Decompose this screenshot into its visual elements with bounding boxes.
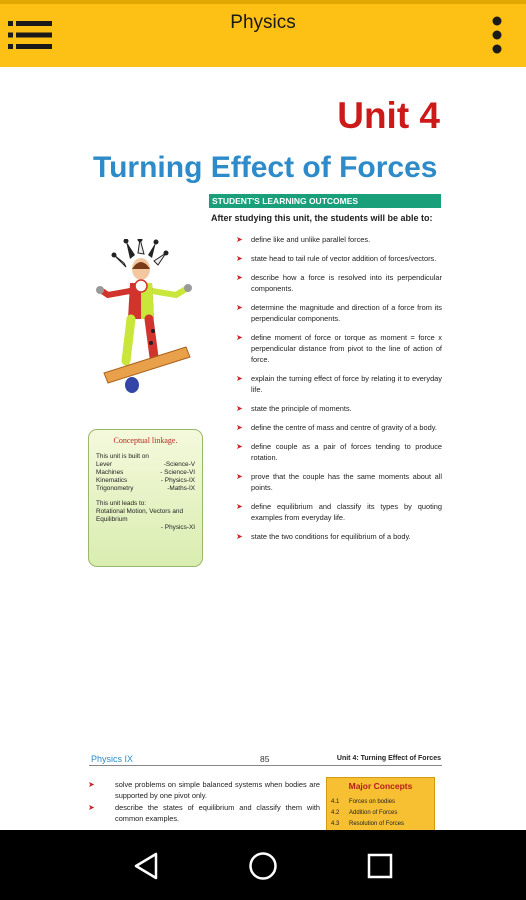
arrow-bullet-icon: ➤ [236, 374, 243, 383]
outcome-item: ➤ define moment of force or torque as moment = force x perpendicular distance from pivot to the line of action of force. [236, 333, 442, 364]
arrow-bullet-icon: ➤ [236, 303, 243, 312]
built-on-item: Machines - Science-VI [96, 469, 195, 476]
more-options-button[interactable] [484, 14, 510, 56]
unit-title: Unit 4 [337, 95, 440, 136]
footer-divider [89, 765, 442, 766]
learning-outcomes-list [236, 234, 442, 550]
outcome-item: ➤ determine the magnitude and direction of a force from its perpendicular components. [236, 303, 442, 323]
home-button[interactable] [243, 846, 283, 886]
footer-unit: Unit 4: Turning Effect of Forces [336, 755, 441, 762]
built-on-item: Trigonometry -Maths-IX [96, 485, 195, 492]
leads-to-text: Rotational Motion, Vectors and Equilibrium [96, 508, 184, 523]
major-concepts-title: Major Concepts [348, 781, 413, 791]
arrow-bullet-icon: ➤ [236, 423, 243, 432]
outcome-item: ➤ describe how a force is resolved into its perpendicular components. [236, 273, 442, 293]
outcome-item: ➤ state the two conditions for equilibrium of a body. [236, 532, 411, 541]
arrow-bullet-icon: ➤ [236, 273, 243, 282]
outcome-item: ➤ prove that the couple has the same moments about all points. [236, 472, 442, 492]
major-concept-item: 4.1 Forces on bodies [331, 799, 396, 805]
concept-box-title: Conceptual linkage. [113, 436, 178, 445]
arrow-bullet-icon: ➤ [236, 254, 243, 263]
major-concept-item: 4.3 Resolution of Forces [331, 821, 405, 827]
outcome-item: ➤ define the centre of mass and centre of gravity of a body. [236, 423, 437, 432]
leads-to-source: - Physics-XI [160, 524, 195, 531]
outcome-item: ➤ define like and unlike parallel forces. [236, 235, 371, 244]
major-concepts-box [326, 777, 435, 830]
outcome-item: ➤ describe the states of equilibrium and classify them with common examples. [88, 803, 320, 823]
built-on-item: Kinematics - Physics-IX [96, 477, 195, 484]
more-vertical-icon [484, 14, 510, 56]
system-nav-bar [0, 830, 526, 900]
next-page-outcomes-list [88, 779, 320, 825]
balancing-clown-illustration [90, 239, 200, 397]
home-circle-icon [243, 846, 283, 886]
conceptual-linkage-box [88, 429, 203, 567]
arrow-bullet-icon: ➤ [236, 235, 243, 244]
outcomes-intro: After studying this unit, the students will be able to: [211, 213, 433, 223]
arrow-bullet-icon: ➤ [236, 472, 243, 481]
outcome-item: ➤ solve problems on simple balanced systems when bodies are supported by one pivot only. [88, 780, 320, 800]
outcome-item: ➤ state the principle of moments. [236, 404, 352, 413]
arrow-bullet-icon: ➤ [236, 404, 243, 413]
arrow-bullet-icon: ➤ [236, 442, 243, 451]
major-concept-item: 4.2 Addition of Forces [331, 810, 398, 816]
app-bar [0, 4, 526, 67]
arrow-bullet-icon: ➤ [88, 780, 95, 789]
outcome-item: ➤ define couple as a pair of forces tending to produce rotation. [236, 442, 442, 462]
recents-button[interactable] [360, 846, 400, 886]
back-button[interactable] [126, 846, 166, 886]
app-title: Physics [230, 12, 296, 33]
outcome-item: ➤ define equilibrium and classify its types by quoting examples from everyday life. [236, 502, 442, 522]
built-on-label: This unit is built on [96, 453, 149, 460]
recents-square-icon [360, 846, 400, 886]
arrow-bullet-icon: ➤ [236, 532, 243, 541]
arrow-bullet-icon: ➤ [88, 803, 95, 812]
arrow-bullet-icon: ➤ [236, 333, 243, 342]
back-triangle-icon [126, 846, 166, 886]
arrow-bullet-icon: ➤ [236, 502, 243, 511]
built-on-item: Lever -Science-V [96, 461, 195, 468]
outcomes-header: STUDENT'S LEARNING OUTCOMES [209, 194, 441, 208]
footer-subject: Physics IX [91, 754, 134, 764]
footer-page-number: 85 [260, 754, 270, 764]
outcome-item: ➤ explain the turning effect of force by relating it to everyday life. [236, 374, 442, 394]
leads-to-label: This unit leads to: [96, 500, 147, 507]
chapter-title: Turning Effect of Forces [93, 151, 438, 184]
outcome-item: ➤ state head to tail rule of vector addition of forces/vectors. [236, 254, 437, 263]
book-page-viewer[interactable] [0, 67, 526, 830]
